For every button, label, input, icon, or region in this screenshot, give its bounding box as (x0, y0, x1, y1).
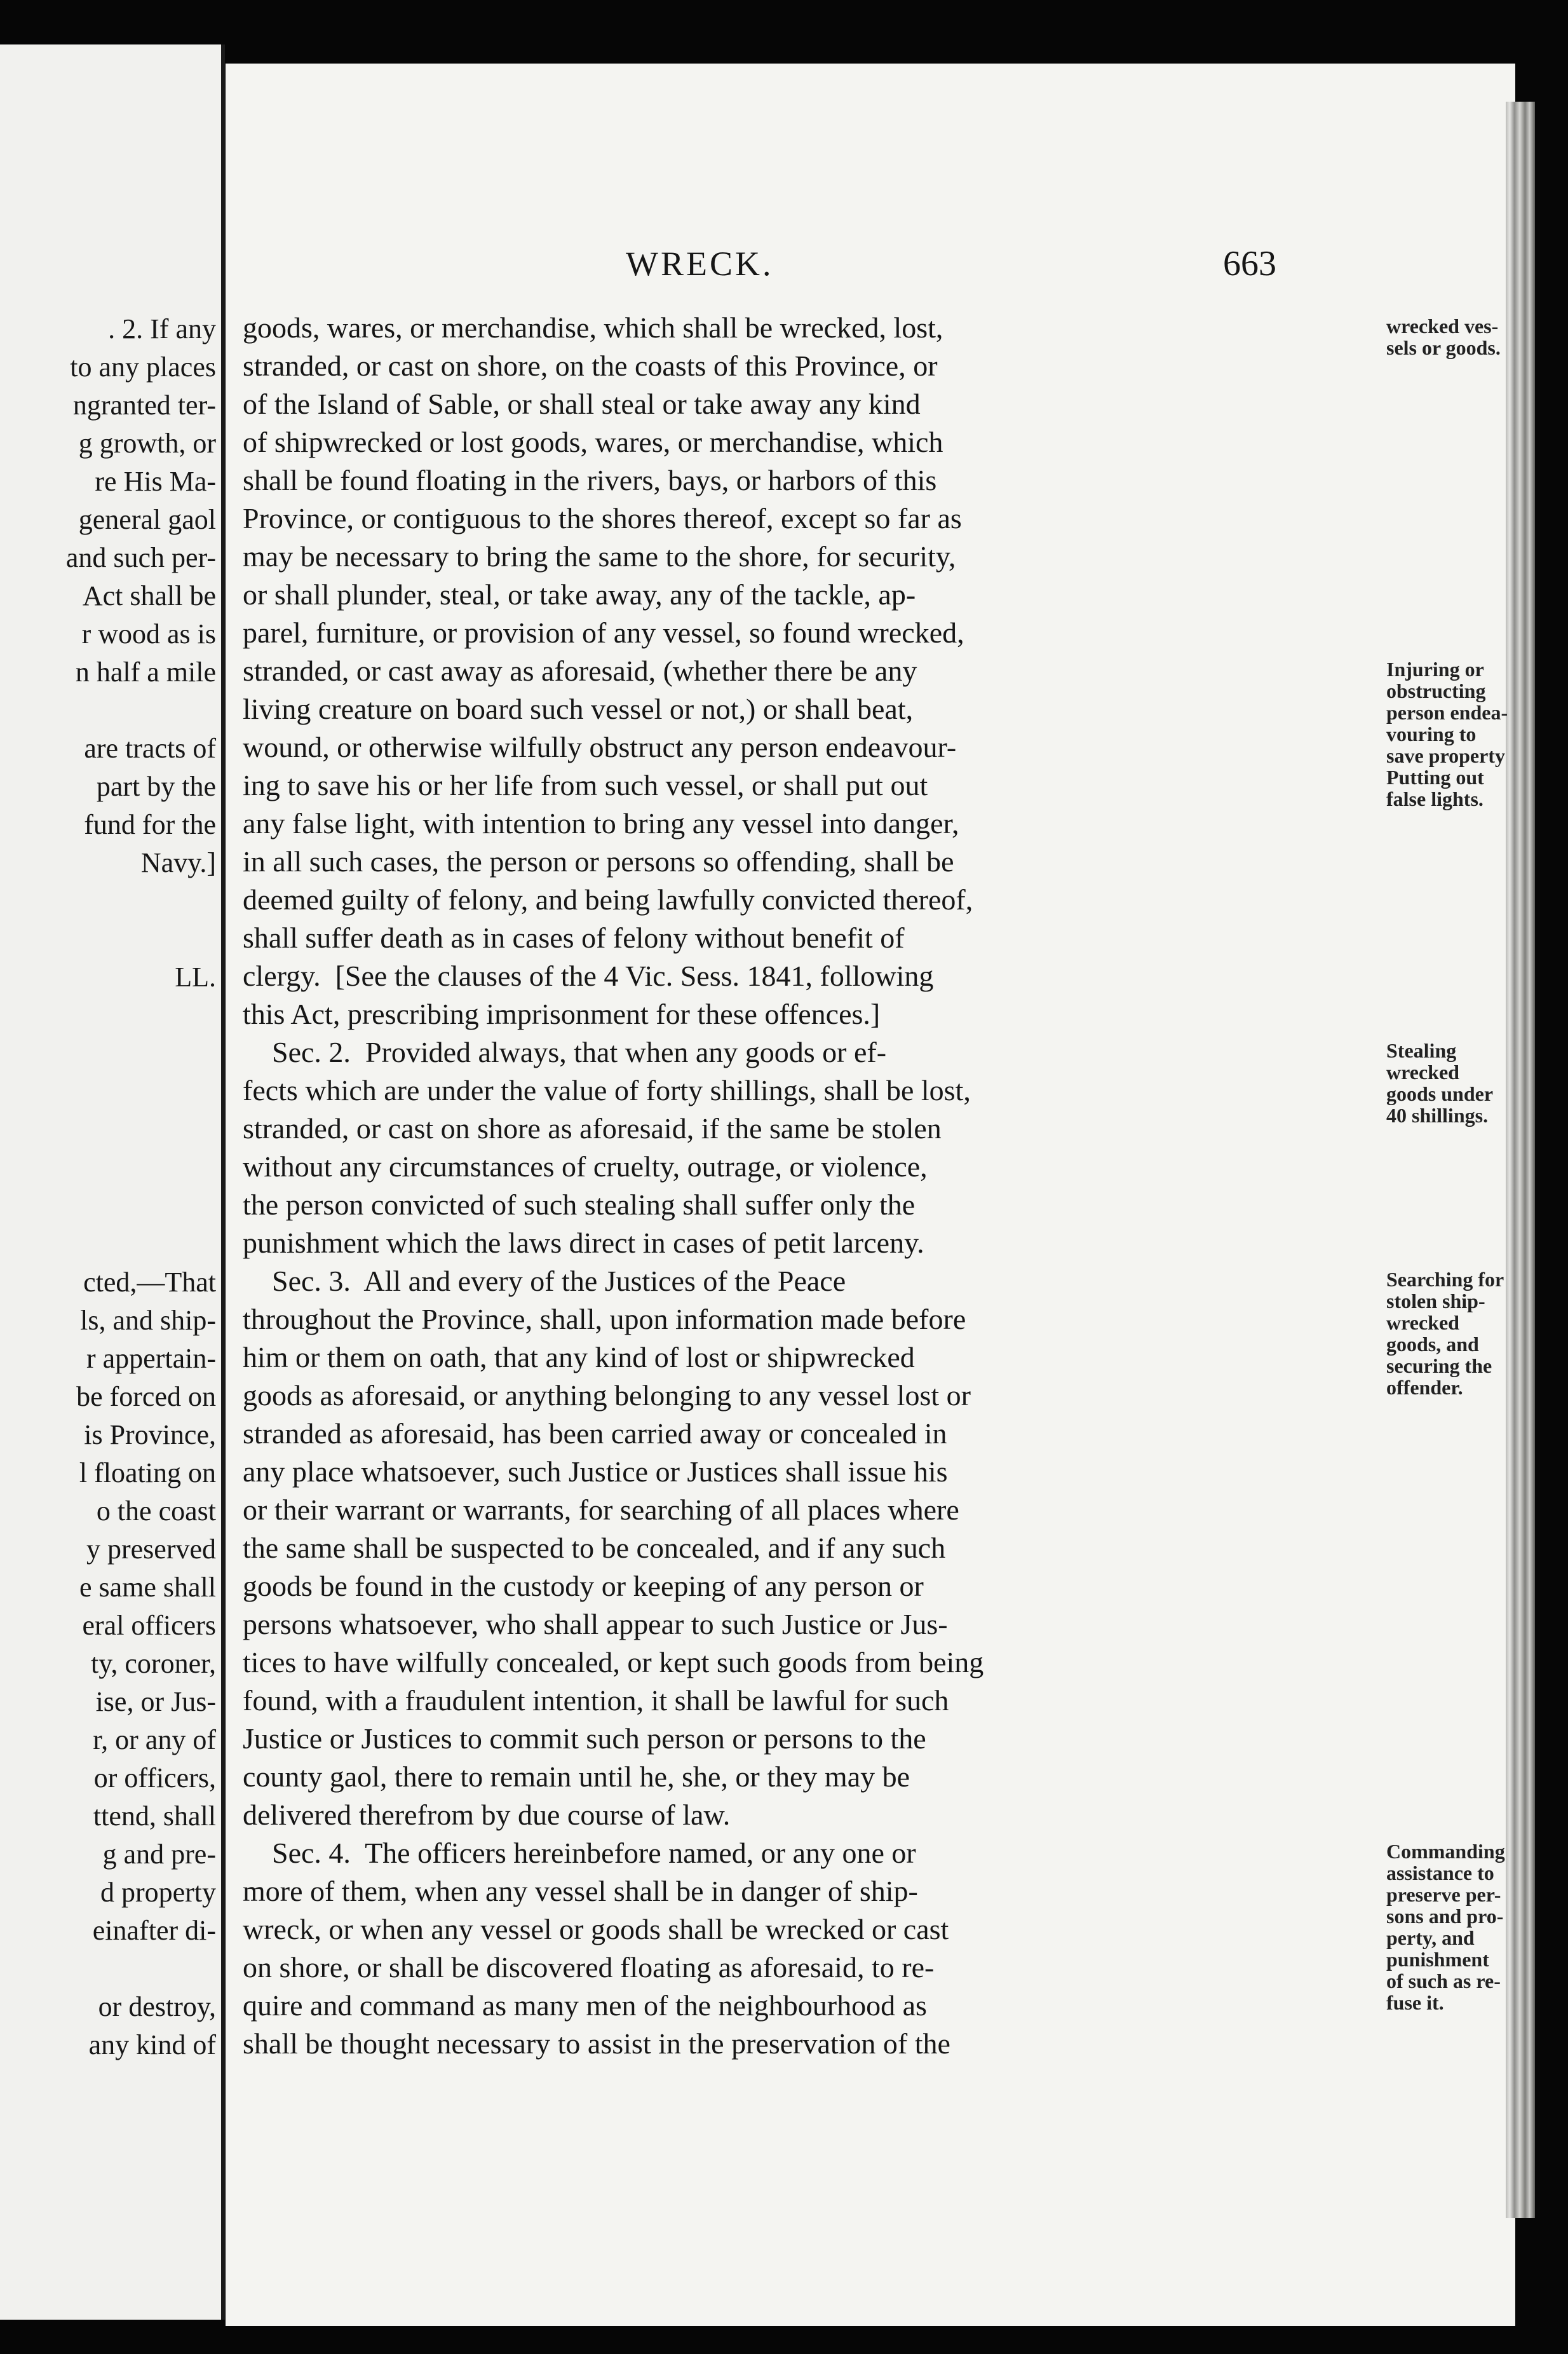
body-line: shall be found floating in the rivers, bays, or harbors of this (243, 464, 937, 496)
margin-note (1386, 1269, 1504, 1398)
facing-page-line (0, 1111, 216, 1149)
facing-page-line: einafter di- (92, 1915, 216, 1946)
body-line: persons whatsoever, who shall appear to such Justice or Jus- (243, 1608, 948, 1640)
facing-page-line: LL. (175, 962, 216, 993)
body-line: fects which are under the value of forty shillings, shall be lost, (243, 1074, 971, 1106)
facing-page-line: or destroy, (98, 1991, 216, 2022)
body-line: any place whatsoever, such Justice or Justices shall issue his (243, 1455, 948, 1488)
margin-note-line: Injuring or (1386, 658, 1484, 681)
margin-note-line: offender. (1386, 1376, 1463, 1399)
body-text (243, 309, 1508, 2063)
facing-page-line: are tracts of (84, 733, 216, 764)
facing-page-line (0, 882, 216, 920)
body-line: Sec. 3. All and every of the Justices of the Peace (243, 1265, 846, 1297)
facing-page-line (0, 920, 216, 958)
body-line: shall suffer death as in cases of felony without benefit of (243, 922, 905, 954)
facing-page-text (0, 310, 216, 2064)
margin-note-line: goods, and (1386, 1333, 1479, 1356)
body-line: the person convicted of such stealing shall suffer only the (243, 1188, 916, 1221)
margin-note (1386, 315, 1501, 358)
facing-page-line: o the coast (96, 1495, 216, 1527)
body-line: quire and command as many men of the neighbourhood as (243, 1989, 927, 2022)
facing-page-line: general gaol (78, 504, 216, 535)
margin-note-line: wrecked (1386, 1061, 1459, 1084)
facing-page-line: y preserved (86, 1534, 216, 1565)
margin-note-line: Searching for (1386, 1268, 1504, 1291)
margin-note-line: Putting out (1386, 766, 1484, 789)
margin-note-line: wrecked ves- (1386, 315, 1499, 337)
margin-note-line: Stealing (1386, 1039, 1457, 1062)
facing-page-line: r wood as is (81, 618, 216, 650)
body-line: Sec. 2. Provided always, that when any goods or ef- (243, 1036, 887, 1068)
body-line: tices to have wilfully concealed, or kept such goods from being (243, 1646, 984, 1678)
facing-page-line (0, 1149, 216, 1187)
facing-page-line: n half a mile (75, 657, 216, 688)
body-line: stranded, or cast on shore as aforesaid, if the same be stolen (243, 1112, 942, 1145)
body-line: deemed guilty of felony, and being lawfully convicted thereof, (243, 883, 973, 916)
margin-note-line: goods under (1386, 1082, 1494, 1105)
facing-page-line: cted,—That (83, 1267, 216, 1298)
margin-note-line: of such as re- (1386, 1970, 1501, 1992)
margin-note-line: sons and pro- (1386, 1905, 1504, 1928)
facing-page-line: r, or any of (93, 1724, 216, 1755)
body-line: or shall plunder, steal, or take away, any of the tackle, ap- (243, 578, 916, 611)
facing-page-line (0, 691, 216, 730)
facing-page-line: ty, coroner, (91, 1648, 216, 1679)
running-title: WRECK. (626, 245, 774, 283)
facing-page-line: ise, or Jus- (95, 1686, 216, 1717)
body-line: found, with a fraudulent intention, it shall be lawful for such (243, 1684, 949, 1717)
facing-page-line: to any places (70, 351, 216, 383)
facing-page-line: re His Ma- (95, 466, 216, 497)
margin-note-line: securing the (1386, 1354, 1492, 1377)
body-line: clergy. [See the clauses of the 4 Vic. Sess. 1841, following (243, 960, 934, 992)
body-line: goods, wares, or merchandise, which shall be wrecked, lost, (243, 311, 943, 344)
body-line: the same shall be suspected to be concealed, and if any such (243, 1532, 946, 1564)
margin-note-line: wrecked (1386, 1311, 1459, 1334)
facing-page-line: g and pre- (102, 1839, 216, 1870)
margin-note-line: Commanding (1386, 1840, 1505, 1863)
facing-page-line: and such per- (65, 542, 216, 573)
facing-page-line (0, 1950, 216, 1988)
body-line: Sec. 4. The officers hereinbefore named, or any one or (243, 1837, 916, 1869)
body-line: county gaol, there to remain until he, she, or they may be (243, 1760, 910, 1793)
body-line: any false light, with intention to bring any vessel into danger, (243, 807, 959, 840)
margin-note (1386, 658, 1508, 810)
body-line: punishment which the laws direct in cases of petit larceny. (243, 1227, 924, 1259)
body-line: shall be thought necessary to assist in the preservation of the (243, 2027, 950, 2060)
facing-page-line: ngranted ter- (72, 390, 216, 421)
body-line: may be necessary to bring the same to the shore, for security, (243, 540, 956, 573)
facing-page-line: any kind of (88, 2029, 216, 2060)
body-line: Justice or Justices to commit such person or persons to the (243, 1722, 926, 1755)
margin-note-line: 40 shillings. (1386, 1104, 1489, 1127)
body-line: Province, or contiguous to the shores thereof, except so far as (243, 502, 962, 534)
margin-note-line: fuse it. (1386, 1991, 1444, 2014)
margin-note-line: stolen ship- (1386, 1289, 1485, 1312)
facing-page-line: ls, and ship- (80, 1305, 216, 1336)
facing-page-line: l floating on (79, 1457, 216, 1488)
margin-note (1386, 1040, 1493, 1126)
body-line: stranded, or cast on shore, on the coasts of this Province, or (243, 350, 938, 382)
body-line: ing to save his or her life from such vessel, or shall put out (243, 769, 928, 801)
margin-note-line: person endea- (1386, 701, 1508, 724)
body-line: goods be found in the custody or keeping of any person or (243, 1570, 924, 1602)
body-line: more of them, when any vessel shall be in danger of ship- (243, 1875, 918, 1907)
facing-page-line (0, 1187, 216, 1225)
facing-page-line: ttend, shall (93, 1800, 216, 1832)
facing-page-line: Navy.] (140, 847, 216, 878)
margin-note-line: obstructing (1386, 679, 1486, 702)
facing-page-line: or officers, (93, 1762, 216, 1793)
facing-page-line: part by the (96, 771, 216, 802)
body-line: living creature on board such vessel or not,) or shall beat, (243, 693, 914, 725)
body-line: stranded as aforesaid, has been carried away or concealed in (243, 1417, 947, 1450)
page-edge (1506, 102, 1535, 2218)
facing-page-line: e same shall (79, 1572, 216, 1603)
body-line: without any circumstances of cruelty, outrage, or violence, (243, 1150, 928, 1183)
page-number: 663 (1223, 244, 1276, 283)
facing-page-line: d property (100, 1877, 216, 1908)
margin-note-line: sels or goods. (1386, 336, 1501, 359)
margin-note-line: false lights. (1386, 787, 1484, 810)
facing-page-fragment (0, 44, 225, 2320)
body-line: wreck, or when any vessel or goods shall be wrecked or cast (243, 1913, 949, 1945)
facing-page-line (0, 997, 216, 1035)
body-line: delivered therefrom by due course of law. (243, 1799, 731, 1831)
facing-page-line (0, 1073, 216, 1111)
margin-note-line: preserve per- (1386, 1883, 1501, 1906)
facing-page-line (0, 1035, 216, 1073)
body-line: goods as aforesaid, or anything belonging to any vessel lost or (243, 1379, 971, 1412)
facing-page-line: g growth, or (78, 428, 216, 459)
facing-page-line: be forced on (76, 1381, 216, 1412)
body-line: in all such cases, the person or persons so offending, shall be (243, 845, 954, 878)
body-line: him or them on oath, that any kind of lost or shipwrecked (243, 1341, 915, 1373)
margin-note-line: vouring to (1386, 723, 1477, 745)
body-line: parel, furniture, or provision of any vessel, so found wrecked, (243, 616, 964, 649)
body-line: of the Island of Sable, or shall steal or take away any kind (243, 388, 921, 420)
facing-page-line: Act shall be (82, 580, 216, 611)
body-line: on shore, or shall be discovered floating as aforesaid, to re- (243, 1951, 935, 1983)
margin-note-line: save property (1386, 744, 1505, 767)
facing-page-line: is Province, (84, 1419, 216, 1450)
body-line: or their warrant or warrants, for searching of all places where (243, 1493, 959, 1526)
margin-note (1386, 1840, 1505, 2013)
facing-page-line: eral officers (82, 1610, 216, 1641)
margin-note-line: assistance to (1386, 1861, 1494, 1884)
margin-note-line: perty, and (1386, 1926, 1475, 1949)
margin-note-line: punishment (1386, 1948, 1489, 1971)
body-line: of shipwrecked or lost goods, wares, or merchandise, which (243, 426, 943, 458)
facing-page-line: r appertain- (86, 1343, 216, 1374)
body-line: stranded, or cast away as aforesaid, (whether there be any (243, 655, 917, 687)
facing-page-line: . 2. If any (108, 313, 216, 344)
facing-page-line: fund for the (84, 809, 216, 840)
body-line: this Act, prescribing imprisonment for these offences.] (243, 998, 881, 1030)
facing-page-line (0, 1225, 216, 1263)
body-line: wound, or otherwise wilfully obstruct any person endeavour- (243, 731, 957, 763)
body-line: throughout the Province, shall, upon information made before (243, 1303, 966, 1335)
